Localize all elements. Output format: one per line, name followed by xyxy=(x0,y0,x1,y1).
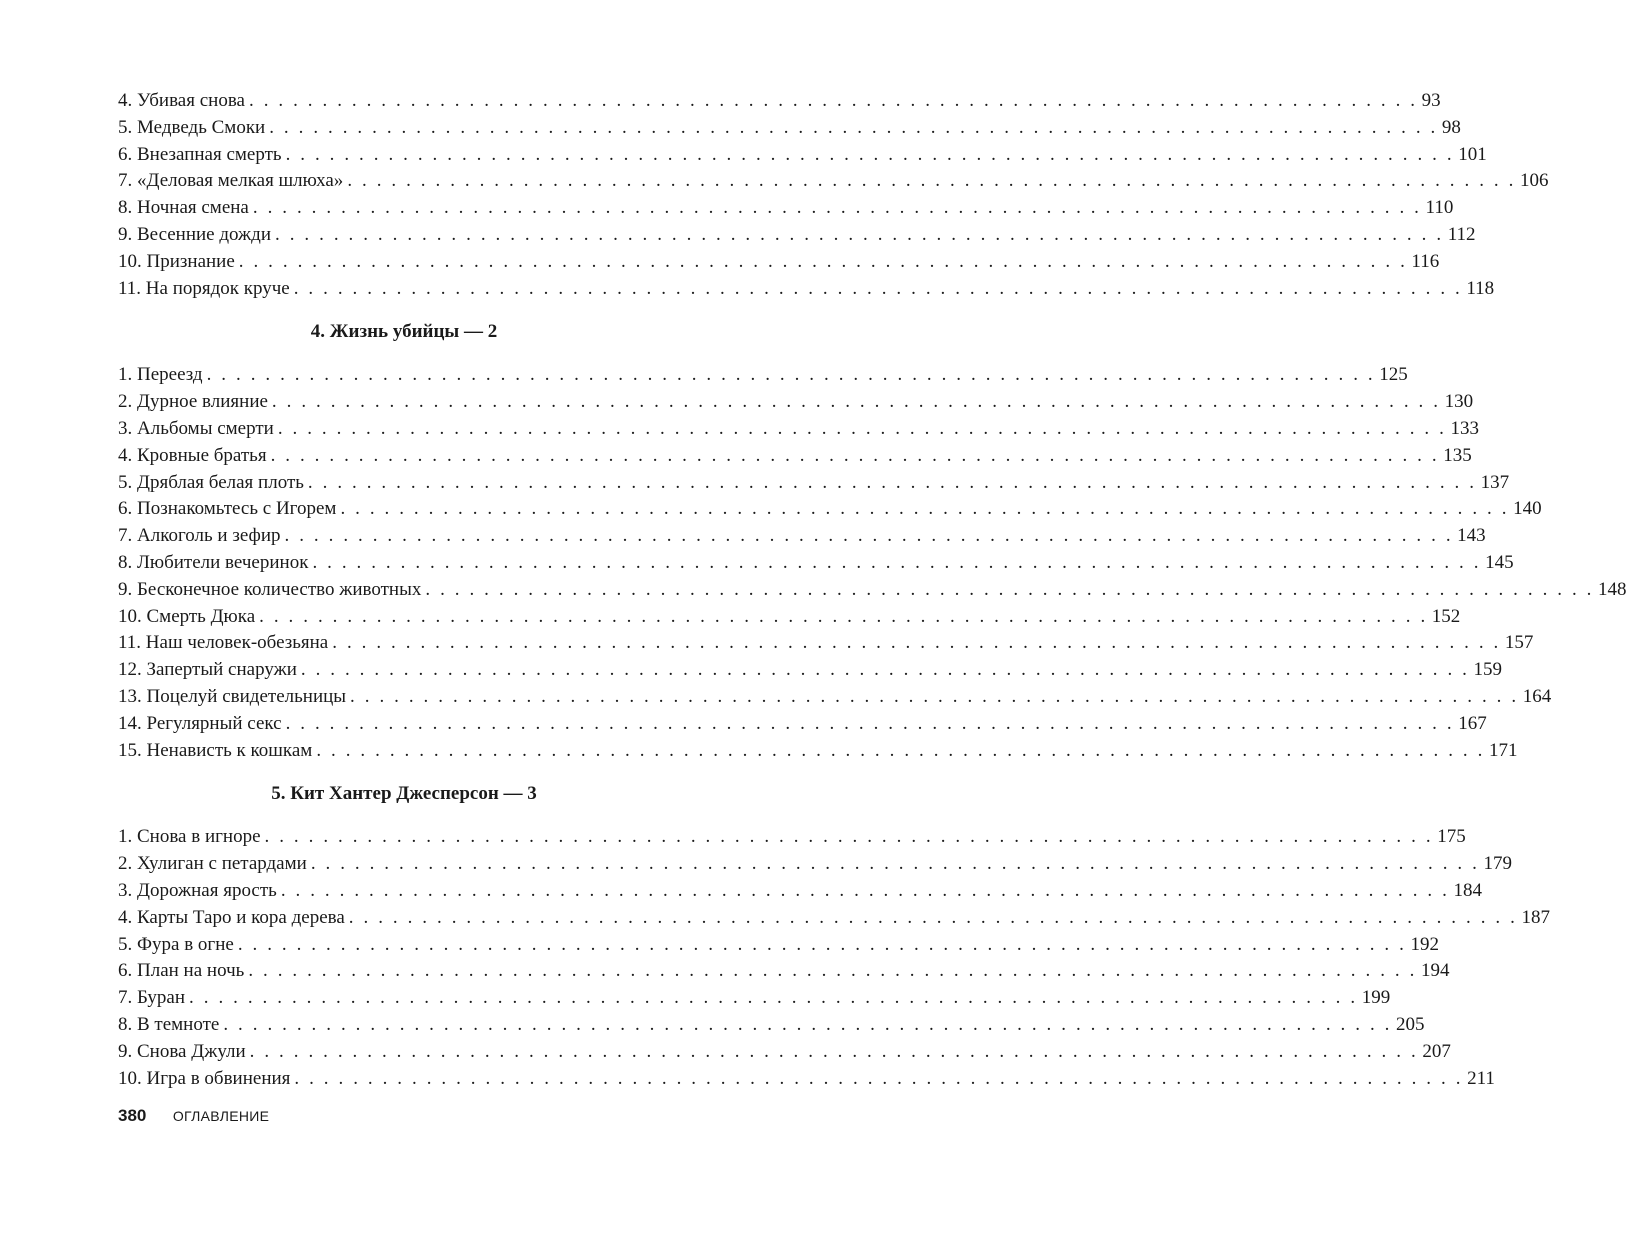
part-heading: 4. Жизнь убийцы — 2 xyxy=(310,321,498,343)
chapter-title: 10. Игра в обвинения xyxy=(118,1067,291,1089)
chapter-title: 7. Алкоголь и зефир xyxy=(118,525,281,547)
dot-leader: . . . . . . . . . . . . . . . . . . . . . . . . . . . . . . . . . . . . . . . . . . . . . . . . . . . . . . . . . . . . . . . . . . . . . . . . . . . . . . . . xyxy=(350,685,1519,707)
toc-entry xyxy=(118,738,1518,765)
table-of-contents xyxy=(118,88,1627,1092)
toc-entry xyxy=(118,389,1474,416)
chapter-page-number: 194 xyxy=(1420,960,1450,982)
dot-leader: . . . . . . . . . . . . . . . . . . . . . . . . . . . . . . . . . . . . . . . . . . . . . . . . . . . . . . . . . . . . . . . . . . . . . . . . . . . . . . . . xyxy=(294,1067,1464,1089)
toc-entry xyxy=(118,550,1514,577)
chapter-page-number: 130 xyxy=(1444,391,1474,413)
toc-entry xyxy=(118,1066,1495,1093)
toc-entry xyxy=(118,416,1479,443)
chapter-page-number: 106 xyxy=(1519,170,1549,192)
dot-leader: . . . . . . . . . . . . . . . . . . . . . . . . . . . . . . . . . . . . . . . . . . . . . . . . . . . . . . . . . . . . . . . . . . . . . . . . . . . . . . . . xyxy=(252,197,1422,219)
chapter-page-number: 171 xyxy=(1488,739,1518,761)
chapter-page-number: 167 xyxy=(1458,712,1487,734)
running-title: ОГЛАВЛЕНИЕ xyxy=(172,1108,270,1124)
toc-entry xyxy=(118,824,1466,851)
chapter-title: 5. Фура в огне xyxy=(118,933,234,955)
chapter-title: 9. Весенние дожди xyxy=(118,223,272,245)
dot-leader: . . . . . . . . . . . . . . . . . . . . . . . . . . . . . . . . . . . . . . . . . . . . . . . . . . . . . . . . . . . . . . . . . . . . . . . . . . . . . . . . xyxy=(271,391,1441,413)
chapter-page-number: 135 xyxy=(1443,444,1472,466)
dot-leader: . . . . . . . . . . . . . . . . . . . . . . . . . . . . . . . . . . . . . . . . . . . . . . . . . . . . . . . . . . . . . . . . . . . . . . . . . . . . . . . . xyxy=(310,853,1480,875)
toc-entry xyxy=(118,958,1450,985)
chapter-page-number: 157 xyxy=(1504,632,1534,654)
chapter-title: 1. Переезд xyxy=(118,364,203,386)
chapter-page-number: 205 xyxy=(1396,1013,1425,1035)
chapter-title: 6. Внезапная смерть xyxy=(118,143,282,165)
dot-leader: . . . . . . . . . . . . . . . . . . . . . . . . . . . . . . . . . . . . . . . . . . . . . . . . . . . . . . . . . . . . . . . . . . . . . . . . . . . . . . . . xyxy=(269,116,1438,138)
dot-leader: . . . . . . . . . . . . . . . . . . . . . . . . . . . . . . . . . . . . . . . . . . . . . . . . . . . . . . . . . . . . . . . . . . . . . . . . . . . . . . . . xyxy=(340,498,1510,520)
chapter-title: 10. Смерть Дюка xyxy=(118,605,256,627)
toc-entry xyxy=(118,496,1542,523)
dot-leader: . . . . . . . . . . . . . . . . . . . . . . . . . . . . . . . . . . . . . . . . . . . . . . . . . . . . . . . . . . . . . . . . . . . . . . . . . . . . . . . . xyxy=(300,659,1470,681)
toc-entry xyxy=(118,362,1408,389)
chapter-page-number: 98 xyxy=(1441,116,1461,138)
chapter-title: 10. Признание xyxy=(118,250,235,272)
part-heading: 5. Кит Хантер Джесперсон — 3 xyxy=(271,783,537,805)
toc-entry xyxy=(118,249,1440,276)
toc-entry xyxy=(118,630,1534,657)
dot-leader: . . . . . . . . . . . . . . . . . . . . . . . . . . . . . . . . . . . . . . . . . . . . . . . . . . . . . . . . . . . . . . . . . . . . . . . . . . . . . . . . xyxy=(316,739,1485,761)
dot-leader: . . . . . . . . . . . . . . . . . . . . . . . . . . . . . . . . . . . . . . . . . . . . . . . . . . . . . . . . . . . . . . . . . . . . . . . . . . . . . . . . xyxy=(259,605,1428,627)
chapter-page-number: 112 xyxy=(1447,223,1476,245)
chapter-page-number: 148 xyxy=(1598,578,1627,600)
chapter-page-number: 207 xyxy=(1422,1040,1451,1062)
chapter-page-number: 199 xyxy=(1361,987,1391,1009)
toc-entry xyxy=(118,1012,1425,1039)
dot-leader: . . . . . . . . . . . . . . . . . . . . . . . . . . . . . . . . . . . . . . . . . . . . . . . . . . . . . . . . . . . . . . . . . . . . . . . . . . . . . . . . xyxy=(332,632,1501,654)
dot-leader: . . . . . . . . . . . . . . . . . . . . . . . . . . . . . . . . . . . . . . . . . . . . . . . . . . . . . . . . . . . . . . . . . . . . . . . . . . . . . . . . xyxy=(425,578,1595,600)
dot-leader: . . . . . . . . . . . . . . . . . . . . . . . . . . . . . . . . . . . . . . . . . . . . . . . . . . . . . . . . . . . . . . . . . . . . . . . . . . . . . . . . xyxy=(206,364,1376,386)
dot-leader: . . . . . . . . . . . . . . . . . . . . . . . . . . . . . . . . . . . . . . . . . . . . . . . . . . . . . . . . . . . . . . . . . . . . . . . . . . . . . . . . xyxy=(307,471,1477,493)
page-number: 380 xyxy=(118,1106,147,1125)
chapter-page-number: 110 xyxy=(1425,197,1454,219)
chapter-title: 3. Альбомы смерти xyxy=(118,417,274,439)
chapter-title: 8. Ночная смена xyxy=(118,197,249,219)
toc-entry xyxy=(118,1039,1451,1066)
chapter-title: 9. Бесконечное количество животных xyxy=(118,578,422,600)
toc-entry xyxy=(118,195,1454,222)
dot-leader: . . . . . . . . . . . . . . . . . . . . . . . . . . . . . . . . . . . . . . . . . . . . . . . . . . . . . . . . . . . . . . . . . . . . . . . . . . . . . . . . xyxy=(293,277,1463,299)
chapter-page-number: 145 xyxy=(1485,551,1514,573)
toc-entry xyxy=(118,905,1550,932)
toc-entry xyxy=(118,88,1441,115)
dot-leader: . . . . . . . . . . . . . . . . . . . . . . . . . . . . . . . . . . . . . . . . . . . . . . . . . . . . . . . . . . . . . . . . . . . . . . . . . . . . . . . . xyxy=(238,250,1408,272)
chapter-title: 3. Дорожная ярость xyxy=(118,879,277,901)
toc-entry xyxy=(118,222,1476,249)
dot-leader: . . . . . . . . . . . . . . . . . . . . . . . . . . . . . . . . . . . . . . . . . . . . . . . . . . . . . . . . . . . . . . . . . . . . . . . . . . . . . . . . xyxy=(189,987,1358,1009)
chapter-page-number: 164 xyxy=(1522,685,1552,707)
chapter-title: 8. В темноте xyxy=(118,1013,220,1035)
chapter-page-number: 179 xyxy=(1483,853,1512,875)
chapter-title: 6. План на ночь xyxy=(118,960,245,982)
chapter-page-number: 101 xyxy=(1458,143,1487,165)
toc-entry xyxy=(118,115,1461,142)
chapter-title: 4. Кровные братья xyxy=(118,444,267,466)
chapter-title: 7. «Деловая мелкая шлюха» xyxy=(118,170,344,192)
dot-leader: . . . . . . . . . . . . . . . . . . . . . . . . . . . . . . . . . . . . . . . . . . . . . . . . . . . . . . . . . . . . . . . . . . . . . . . . . . . . . . . . xyxy=(270,444,1440,466)
chapter-page-number: 93 xyxy=(1421,90,1441,111)
dot-leader: . . . . . . . . . . . . . . . . . . . . . . . . . . . . . . . . . . . . . . . . . . . . . . . . . . . . . . . . . . . . . . . . . . . . . . . . . . . . . . . . xyxy=(248,960,1417,982)
chapter-title: 15. Ненависть к кошкам xyxy=(118,739,313,761)
dot-leader: . . . . . . . . . . . . . . . . . . . . . . . . . . . . . . . . . . . . . . . . . . . . . . . . . . . . . . . . . . . . . . . . . . . . . . . . . . . . . . . . xyxy=(237,933,1407,955)
toc-entry xyxy=(118,470,1510,497)
chapter-page-number: 137 xyxy=(1480,471,1510,493)
dot-leader: . . . . . . . . . . . . . . . . . . . . . . . . . . . . . . . . . . . . . . . . . . . . . . . . . . . . . . . . . . . . . . . . . . . . . . . . . . . . . . . . xyxy=(284,525,1454,547)
dot-leader: . . . . . . . . . . . . . . . . . . . . . . . . . . . . . . . . . . . . . . . . . . . . . . . . . . . . . . . . . . . . . . . . . . . . . . . . . . . . . . . . xyxy=(249,90,1418,111)
chapter-page-number: 140 xyxy=(1513,498,1542,520)
toc-entry xyxy=(118,932,1439,959)
page-footer xyxy=(118,1106,269,1126)
chapter-page-number: 152 xyxy=(1431,605,1461,627)
chapter-title: 12. Запертый снаружи xyxy=(118,659,297,681)
toc-entry xyxy=(118,523,1486,550)
chapter-title: 4. Карты Таро и кора дерева xyxy=(118,906,345,928)
chapter-title: 2. Хулиган с петардами xyxy=(118,853,307,875)
chapter-title: 13. Поцелуй свидетельницы xyxy=(118,685,347,707)
toc-entry xyxy=(118,168,1549,195)
dot-leader: . . . . . . . . . . . . . . . . . . . . . . . . . . . . . . . . . . . . . . . . . . . . . . . . . . . . . . . . . . . . . . . . . . . . . . . . . . . . . . . . xyxy=(275,223,1444,245)
chapter-title: 11. Наш человек-обезьяна xyxy=(118,632,329,654)
chapter-page-number: 175 xyxy=(1437,826,1466,848)
toc-entry xyxy=(118,577,1627,604)
chapter-title: 5. Медведь Смоки xyxy=(118,116,266,138)
chapter-page-number: 159 xyxy=(1473,659,1503,681)
chapter-page-number: 125 xyxy=(1379,364,1408,386)
chapter-page-number: 143 xyxy=(1457,525,1486,547)
chapter-title: 14. Регулярный секс xyxy=(118,712,282,734)
dot-leader: . . . . . . . . . . . . . . . . . . . . . . . . . . . . . . . . . . . . . . . . . . . . . . . . . . . . . . . . . . . . . . . . . . . . . . . . . . . . . . . . xyxy=(264,826,1434,848)
chapter-page-number: 187 xyxy=(1521,906,1550,928)
chapter-title: 5. Дряблая белая плоть xyxy=(118,471,304,493)
chapter-title: 6. Познакомьтесь с Игорем xyxy=(118,498,337,520)
toc-entry xyxy=(118,985,1391,1012)
chapter-page-number: 116 xyxy=(1411,250,1440,272)
toc-entry xyxy=(118,142,1487,169)
dot-leader: . . . . . . . . . . . . . . . . . . . . . . . . . . . . . . . . . . . . . . . . . . . . . . . . . . . . . . . . . . . . . . . . . . . . . . . . . . . . . . . . xyxy=(347,170,1516,192)
dot-leader: . . . . . . . . . . . . . . . . . . . . . . . . . . . . . . . . . . . . . . . . . . . . . . . . . . . . . . . . . . . . . . . . . . . . . . . . . . . . . . . . xyxy=(285,143,1455,165)
dot-leader: . . . . . . . . . . . . . . . . . . . . . . . . . . . . . . . . . . . . . . . . . . . . . . . . . . . . . . . . . . . . . . . . . . . . . . . . . . . . . . . . xyxy=(249,1040,1419,1062)
chapter-page-number: 184 xyxy=(1453,879,1482,901)
dot-leader: . . . . . . . . . . . . . . . . . . . . . . . . . . . . . . . . . . . . . . . . . . . . . . . . . . . . . . . . . . . . . . . . . . . . . . . . . . . . . . . . xyxy=(223,1013,1392,1035)
dot-leader: . . . . . . . . . . . . . . . . . . . . . . . . . . . . . . . . . . . . . . . . . . . . . . . . . . . . . . . . . . . . . . . . . . . . . . . . . . . . . . . . xyxy=(348,906,1518,928)
dot-leader: . . . . . . . . . . . . . . . . . . . . . . . . . . . . . . . . . . . . . . . . . . . . . . . . . . . . . . . . . . . . . . . . . . . . . . . . . . . . . . . . xyxy=(312,551,1482,573)
chapter-title: 8. Любители вечеринок xyxy=(118,551,309,573)
toc-entry xyxy=(118,684,1552,711)
chapter-title: 4. Убивая снова xyxy=(118,90,245,111)
toc-entry xyxy=(118,711,1487,738)
toc-entry xyxy=(118,851,1512,878)
chapter-title: 9. Снова Джули xyxy=(118,1040,246,1062)
chapter-title: 11. На порядок круче xyxy=(118,277,290,299)
chapter-title: 1. Снова в игноре xyxy=(118,826,261,848)
chapter-page-number: 211 xyxy=(1467,1067,1495,1089)
chapter-page-number: 192 xyxy=(1410,933,1439,955)
toc-entry xyxy=(118,878,1482,905)
dot-leader: . . . . . . . . . . . . . . . . . . . . . . . . . . . . . . . . . . . . . . . . . . . . . . . . . . . . . . . . . . . . . . . . . . . . . . . . . . . . . . . . xyxy=(280,879,1450,901)
toc-entry xyxy=(118,604,1461,631)
toc-entry xyxy=(118,276,1495,303)
dot-leader: . . . . . . . . . . . . . . . . . . . . . . . . . . . . . . . . . . . . . . . . . . . . . . . . . . . . . . . . . . . . . . . . . . . . . . . . . . . . . . . . xyxy=(277,417,1447,439)
toc-entry xyxy=(118,443,1472,470)
chapter-page-number: 118 xyxy=(1466,277,1495,299)
chapter-page-number: 133 xyxy=(1450,417,1479,439)
toc-entry xyxy=(118,657,1503,684)
chapter-title: 7. Буран xyxy=(118,987,186,1009)
dot-leader: . . . . . . . . . . . . . . . . . . . . . . . . . . . . . . . . . . . . . . . . . . . . . . . . . . . . . . . . . . . . . . . . . . . . . . . . . . . . . . . . xyxy=(285,712,1455,734)
chapter-title: 2. Дурное влияние xyxy=(118,391,268,413)
